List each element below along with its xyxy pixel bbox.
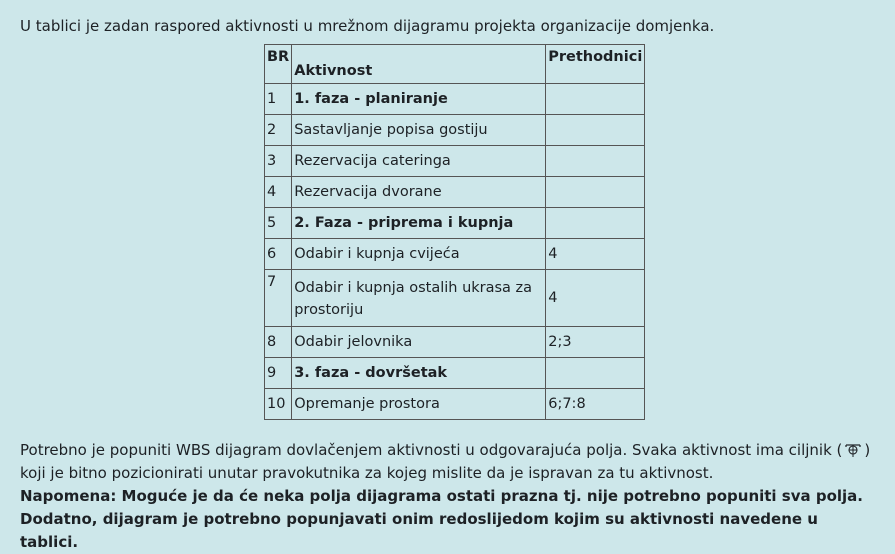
cell-activity: 2. Faza - priprema i kupnja bbox=[292, 208, 546, 239]
cell-br: 5 bbox=[265, 208, 292, 239]
cell-br: 7 bbox=[265, 270, 292, 327]
cell-br: 10 bbox=[265, 389, 292, 420]
cell-activity: Odabir i kupnja ostalih ukrasa za prostoriju bbox=[292, 270, 546, 327]
cell-activity: Odabir i kupnja cvijeća bbox=[292, 239, 546, 270]
instructions-text bbox=[20, 439, 880, 485]
cell-predecessors bbox=[546, 358, 645, 389]
target-icon bbox=[843, 441, 863, 459]
cell-activity: 3. faza - dovršetak bbox=[292, 358, 546, 389]
cell-br: 2 bbox=[265, 115, 292, 146]
note-text: Napomena: Moguće je da će neka polja dijagrama ostati prazna tj. nije potrebno popuniti sva polja. Dodatno, dijagram je potrebno popunjavati onim redoslijedom kojim su aktivnosti navedene u tablici. bbox=[20, 487, 863, 551]
cell-activity: 1. faza - planiranje bbox=[292, 84, 546, 115]
table-row bbox=[265, 389, 645, 420]
cell-activity: Odabir jelovnika bbox=[292, 327, 546, 358]
cell-predecessors bbox=[546, 177, 645, 208]
cell-br: 8 bbox=[265, 327, 292, 358]
activity-table bbox=[264, 44, 645, 420]
header-activity: Aktivnost bbox=[292, 45, 546, 84]
cell-br: 3 bbox=[265, 146, 292, 177]
cell-br: 6 bbox=[265, 239, 292, 270]
cell-predecessors: 6;7:8 bbox=[546, 389, 645, 420]
instructions-after: ) koji je bitno pozicionirati unutar pravokutnika za kojeg mislite da je ispravan za tu aktivnost. bbox=[20, 441, 871, 482]
table-row bbox=[265, 177, 645, 208]
cell-predecessors bbox=[546, 146, 645, 177]
cell-activity: Opremanje prostora bbox=[292, 389, 546, 420]
cell-br: 1 bbox=[265, 84, 292, 115]
cell-activity: Rezervacija cateringa bbox=[292, 146, 546, 177]
cell-predecessors bbox=[546, 115, 645, 146]
cell-activity: Sastavljanje popisa gostiju bbox=[292, 115, 546, 146]
table-row bbox=[265, 358, 645, 389]
header-predecessors: Prethodnici bbox=[546, 45, 645, 84]
cell-br: 9 bbox=[265, 358, 292, 389]
instructions-before: Potrebno je popuniti WBS dijagram dovlačenjem aktivnosti u odgovarajuća polja. Svaka aktivnost ima ciljnik ( bbox=[20, 441, 843, 459]
cell-br: 4 bbox=[265, 177, 292, 208]
table-row bbox=[265, 239, 645, 270]
cell-predecessors: 4 bbox=[546, 239, 645, 270]
cell-predecessors: 2;3 bbox=[546, 327, 645, 358]
intro-text: U tablici je zadan raspored aktivnosti u mrežnom dijagramu projekta organizacije domjenka. bbox=[20, 17, 715, 35]
table-row bbox=[265, 208, 645, 239]
header-br: BR bbox=[265, 45, 292, 84]
table-row bbox=[265, 327, 645, 358]
table-row bbox=[265, 270, 645, 327]
cell-activity: Rezervacija dvorane bbox=[292, 177, 546, 208]
table-body bbox=[265, 84, 645, 420]
table-header-row bbox=[265, 45, 645, 84]
cell-predecessors bbox=[546, 208, 645, 239]
cell-predecessors: 4 bbox=[546, 270, 645, 327]
table-row bbox=[265, 84, 645, 115]
cell-predecessors bbox=[546, 84, 645, 115]
table-row bbox=[265, 146, 645, 177]
table-row bbox=[265, 115, 645, 146]
